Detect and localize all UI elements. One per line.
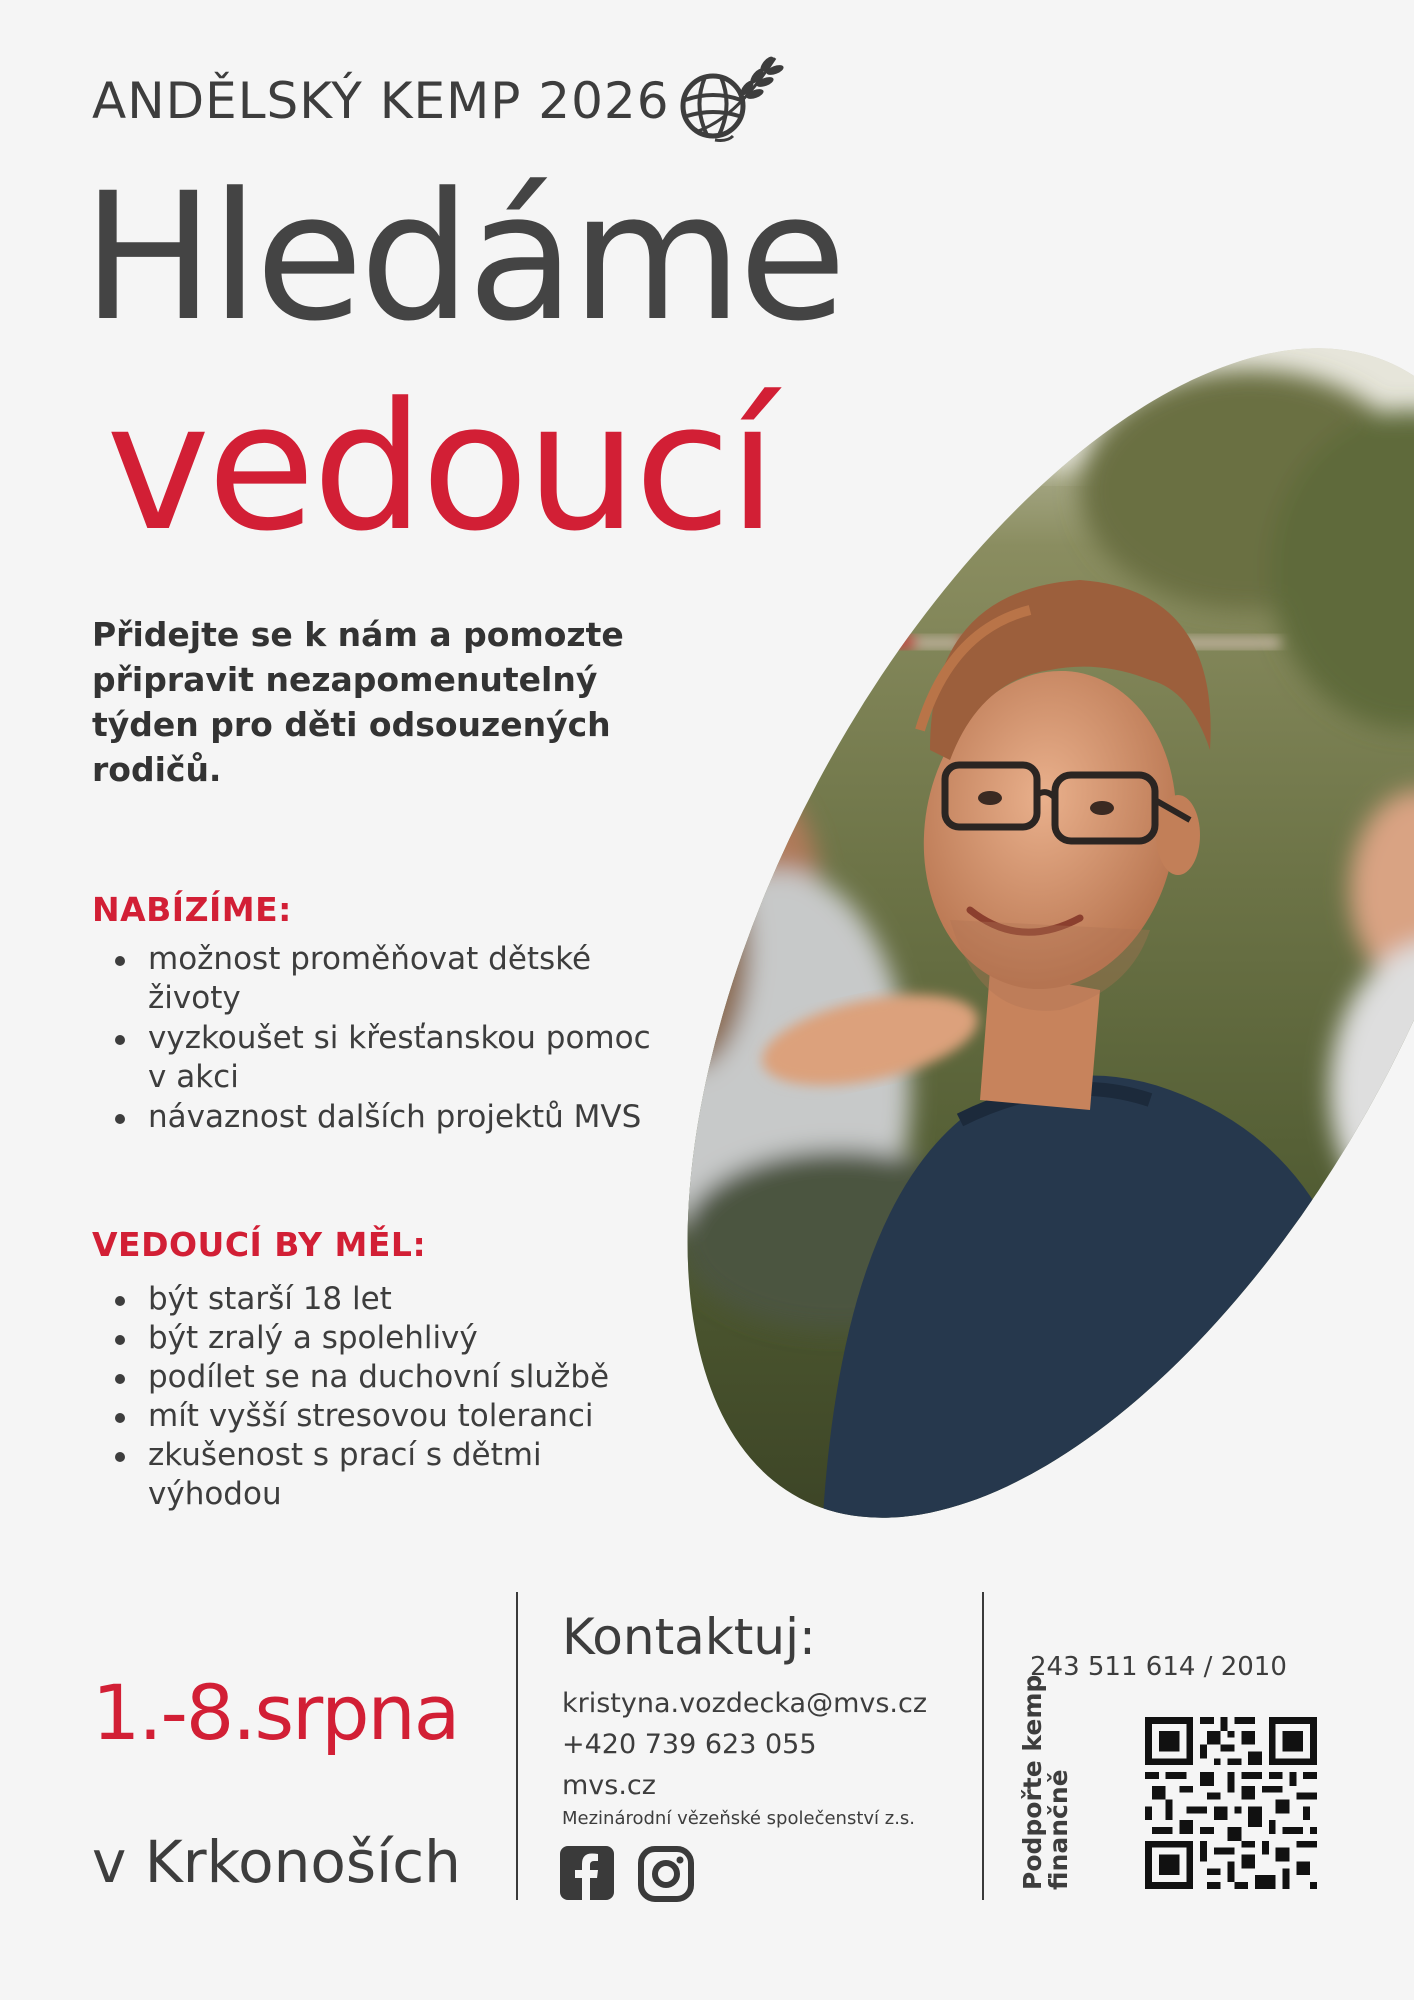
requirements-heading: VEDOUCÍ BY MĚL: [92, 1225, 427, 1264]
list-item: mít vyšší stresovou toleranci [92, 1397, 652, 1436]
list-item: vyzkoušet si křesťanskou pomoc v akci [92, 1019, 652, 1097]
contact-phone[interactable]: +420 739 623 055 [562, 1729, 817, 1760]
event-name: ANDĚLSKÝ KEMP 2026 [92, 72, 670, 130]
contact-email-link[interactable]: kristyna.vozdecka@mvs.cz [562, 1688, 928, 1719]
instagram-icon[interactable] [638, 1846, 694, 1902]
list-item: návaznost dalších projektů MVS [92, 1098, 652, 1137]
facebook-icon[interactable] [560, 1846, 614, 1900]
intro-text: Přidejte se k nám a pomozte připravit nezapomenutelný týden pro děti odsouzených rodičů. [92, 615, 624, 789]
list-item: podílet se na duchovní službě [92, 1358, 652, 1397]
bank-account-number: 243 511 614 / 2010 [1030, 1652, 1287, 1682]
list-item: zkušenost s prací s dětmi výhodou [92, 1436, 652, 1514]
donation-call-to-action: Podpořte kemp finančně [1018, 1674, 1073, 1890]
globe-wheat-logo-icon [675, 50, 787, 145]
headline-line-2: vedoucí [106, 365, 775, 570]
list-item: být zralý a spolehlivý [92, 1319, 652, 1358]
event-date: 1.-8.srpna [92, 1668, 459, 1757]
offer-heading: NABÍZÍME: [92, 890, 292, 929]
list-item: možnost proměňovat dětské životy [92, 940, 652, 1018]
headline-line-1: Hledáme [82, 155, 843, 360]
list-item: být starší 18 let [92, 1280, 652, 1319]
footer-divider [982, 1592, 984, 1900]
contact-heading: Kontaktuj: [562, 1608, 816, 1666]
qr-code-icon[interactable] [1145, 1717, 1317, 1889]
footer-divider [516, 1592, 518, 1900]
offer-list [92, 940, 652, 1138]
leader-photo [630, 330, 1414, 1530]
website-link[interactable]: mvs.cz [562, 1770, 656, 1801]
organization-name: Mezinárodní vězeňské společenství z.s. [562, 1808, 916, 1829]
requirements-list [92, 1280, 652, 1514]
event-place: v Krkonoších [92, 1828, 461, 1896]
